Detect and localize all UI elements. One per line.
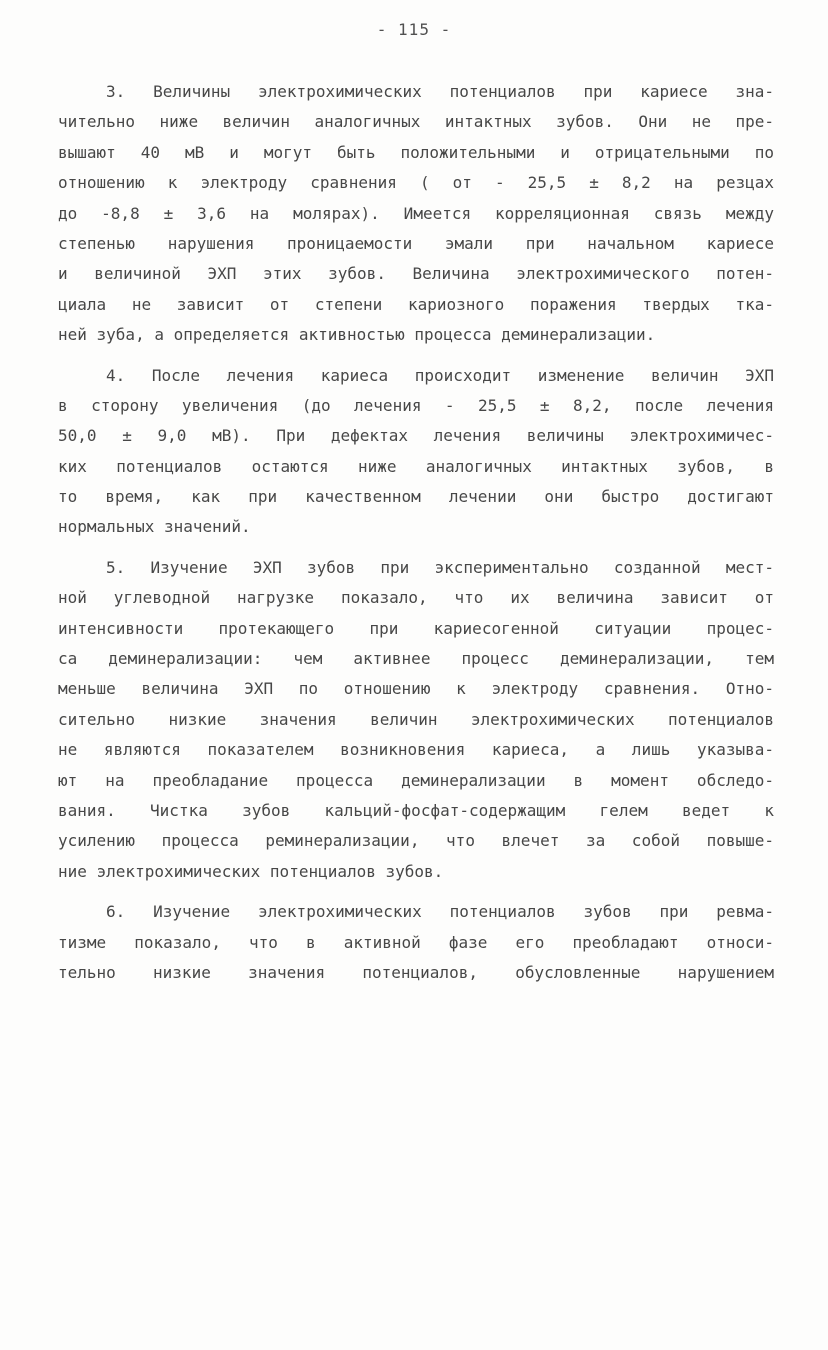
text-line: 50,0 ± 9,0 мВ). При дефектах лечения величины электрохимичес-: [58, 426, 774, 446]
text-line: до -8,8 ± 3,6 на молярах). Имеется корреляционная связь между: [58, 203, 774, 223]
text-line: не являются показателем возникновения кариеса, а лишь указыва-: [58, 740, 774, 760]
text-line: ют на преобладание процесса деминерализации в момент обследо-: [58, 770, 774, 790]
paragraph-6: [58, 897, 774, 988]
paragraph-3: [58, 77, 774, 351]
body-text: [58, 77, 774, 988]
text-line: то время, как при качественном лечении они быстро достигают: [58, 487, 774, 507]
text-line: циала не зависит от степени кариозного поражения твердых тка-: [58, 294, 774, 314]
text-line: интенсивности протекающего при кариесогенной ситуации процес-: [58, 618, 774, 638]
paragraph-5: [58, 553, 774, 887]
text-line: в сторону увеличения (до лечения - 25,5 ± 8,2, после лечения: [58, 395, 774, 415]
text-line: степенью нарушения проницаемости эмали при начальном кариесе: [58, 233, 774, 253]
text-line: 4. После лечения кариеса происходит изменение величин ЭХП: [106, 365, 774, 385]
text-line: ной углеводной нагрузке показало, что их величина зависит от: [58, 588, 774, 608]
text-line: меньше величина ЭХП по отношению к электроду сравнения. Отно-: [58, 679, 774, 699]
text-line: отношению к электроду сравнения ( от - 25,5 ± 8,2 на резцах: [58, 173, 774, 193]
text-line: сительно низкие значения величин электрохимических потенциалов: [58, 709, 774, 729]
text-line: чительно ниже величин аналогичных интактных зубов. Они не пре-: [58, 112, 774, 132]
text-line: ней зуба, а определяется активностью процесса деминерализации.: [58, 325, 656, 345]
text-line: и величиной ЭХП этих зубов. Величина электрохимического потен-: [58, 264, 774, 284]
text-line: 6. Изучение электрохимических потенциалов зубов при ревма-: [106, 902, 774, 922]
text-line: вышают 40 мВ и могут быть положительными и отрицательными по: [58, 142, 774, 162]
paragraph-4: [58, 361, 774, 543]
text-line: вания. Чистка зубов кальций-фосфат-содержащим гелем ведет к: [58, 800, 774, 820]
text-line: ние электрохимических потенциалов зубов.: [58, 861, 444, 881]
text-line: ких потенциалов остаются ниже аналогичных интактных зубов, в: [58, 456, 774, 476]
text-line: 3. Величины электрохимических потенциалов при кариесе зна-: [106, 82, 774, 101]
text-line: 5. Изучение ЭХП зубов при экспериментально созданной мест-: [106, 557, 774, 577]
text-line: са деминерализации: чем активнее процесс деминерализации, тем: [58, 649, 774, 669]
page-number: - 115 -: [376, 20, 452, 39]
text-line: тельно низкие значения потенциалов, обусловленные нарушением: [58, 962, 774, 982]
text-line: тизме показало, что в активной фазе его преобладают относи-: [58, 932, 774, 952]
text-line: нормальных значений.: [58, 517, 251, 537]
text-line: усилению процесса реминерализации, что влечет за собой повыше-: [58, 831, 774, 851]
